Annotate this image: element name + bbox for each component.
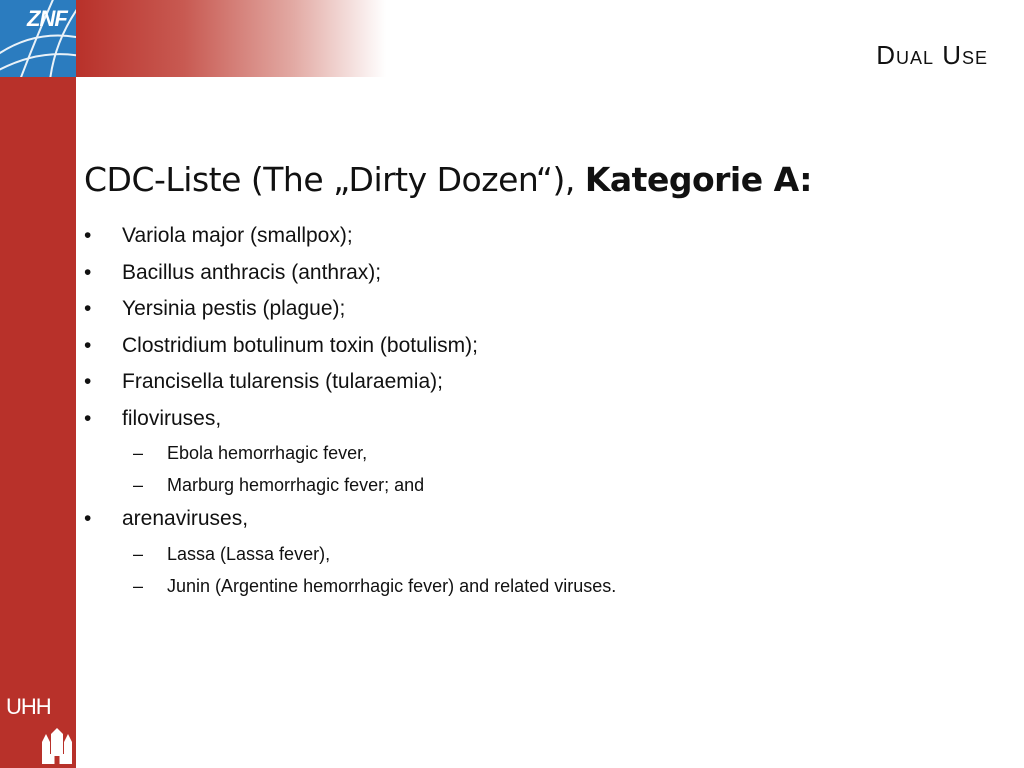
slide-title [84,160,812,199]
castle-icon [42,728,72,764]
sub-list-item-text: Junin (Argentine hemorrhagic fever) and related viruses. [167,575,617,596]
bullet-icon: • [84,333,92,357]
sub-list-item [84,437,984,469]
sub-list-item-text: Ebola hemorrhagic fever, [167,443,368,463]
list-item-text: arenaviruses, [122,507,249,530]
bullet-icon: • [84,224,92,247]
dash-icon: – [133,575,144,596]
slide-title-normal: CDC-Liste (The „Dirty Dozen“), [84,160,585,199]
list-item-text: Variola major (smallpox); [122,224,353,247]
bullet-icon: • [84,260,92,284]
list-item [84,291,984,328]
sub-list-item [84,469,984,501]
uhh-logo-text: UHH [6,694,51,719]
bullet-icon: • [84,507,92,530]
list-item-text: Bacillus anthracis (anthrax); [122,260,382,284]
list-item [84,401,984,438]
znf-logo-text: ZNF [27,6,67,31]
sub-list-item-text: Marburg hemorrhagic fever; and [167,475,425,495]
list-item [84,501,984,538]
dash-icon: – [133,475,144,495]
top-gradient-band [76,0,386,77]
list-item [84,218,984,255]
sub-list-item [84,538,984,570]
dash-icon: – [133,543,144,564]
znf-logo [0,0,76,77]
list-item-text: filoviruses, [122,406,222,430]
list-item [84,328,984,365]
bullet-list [84,218,984,602]
sub-list-item [84,570,984,602]
list-item-text: Clostridium botulinum toxin (botulism); [122,333,478,357]
list-item-text: Francisella tularensis (tularaemia); [122,370,443,393]
bullet-icon: • [84,370,92,393]
bullet-icon: • [84,406,92,430]
slide-title-bold: Kategorie A: [584,160,812,199]
list-item [84,364,984,401]
sub-list-item-text: Lassa (Lassa fever), [167,543,331,564]
left-sidebar-bar [0,0,76,768]
bullet-icon: • [84,297,92,320]
dash-icon: – [133,443,144,463]
section-title: Dual Use [876,40,988,70]
list-item-text: Yersinia pestis (plague); [122,297,346,320]
list-item [84,255,984,292]
